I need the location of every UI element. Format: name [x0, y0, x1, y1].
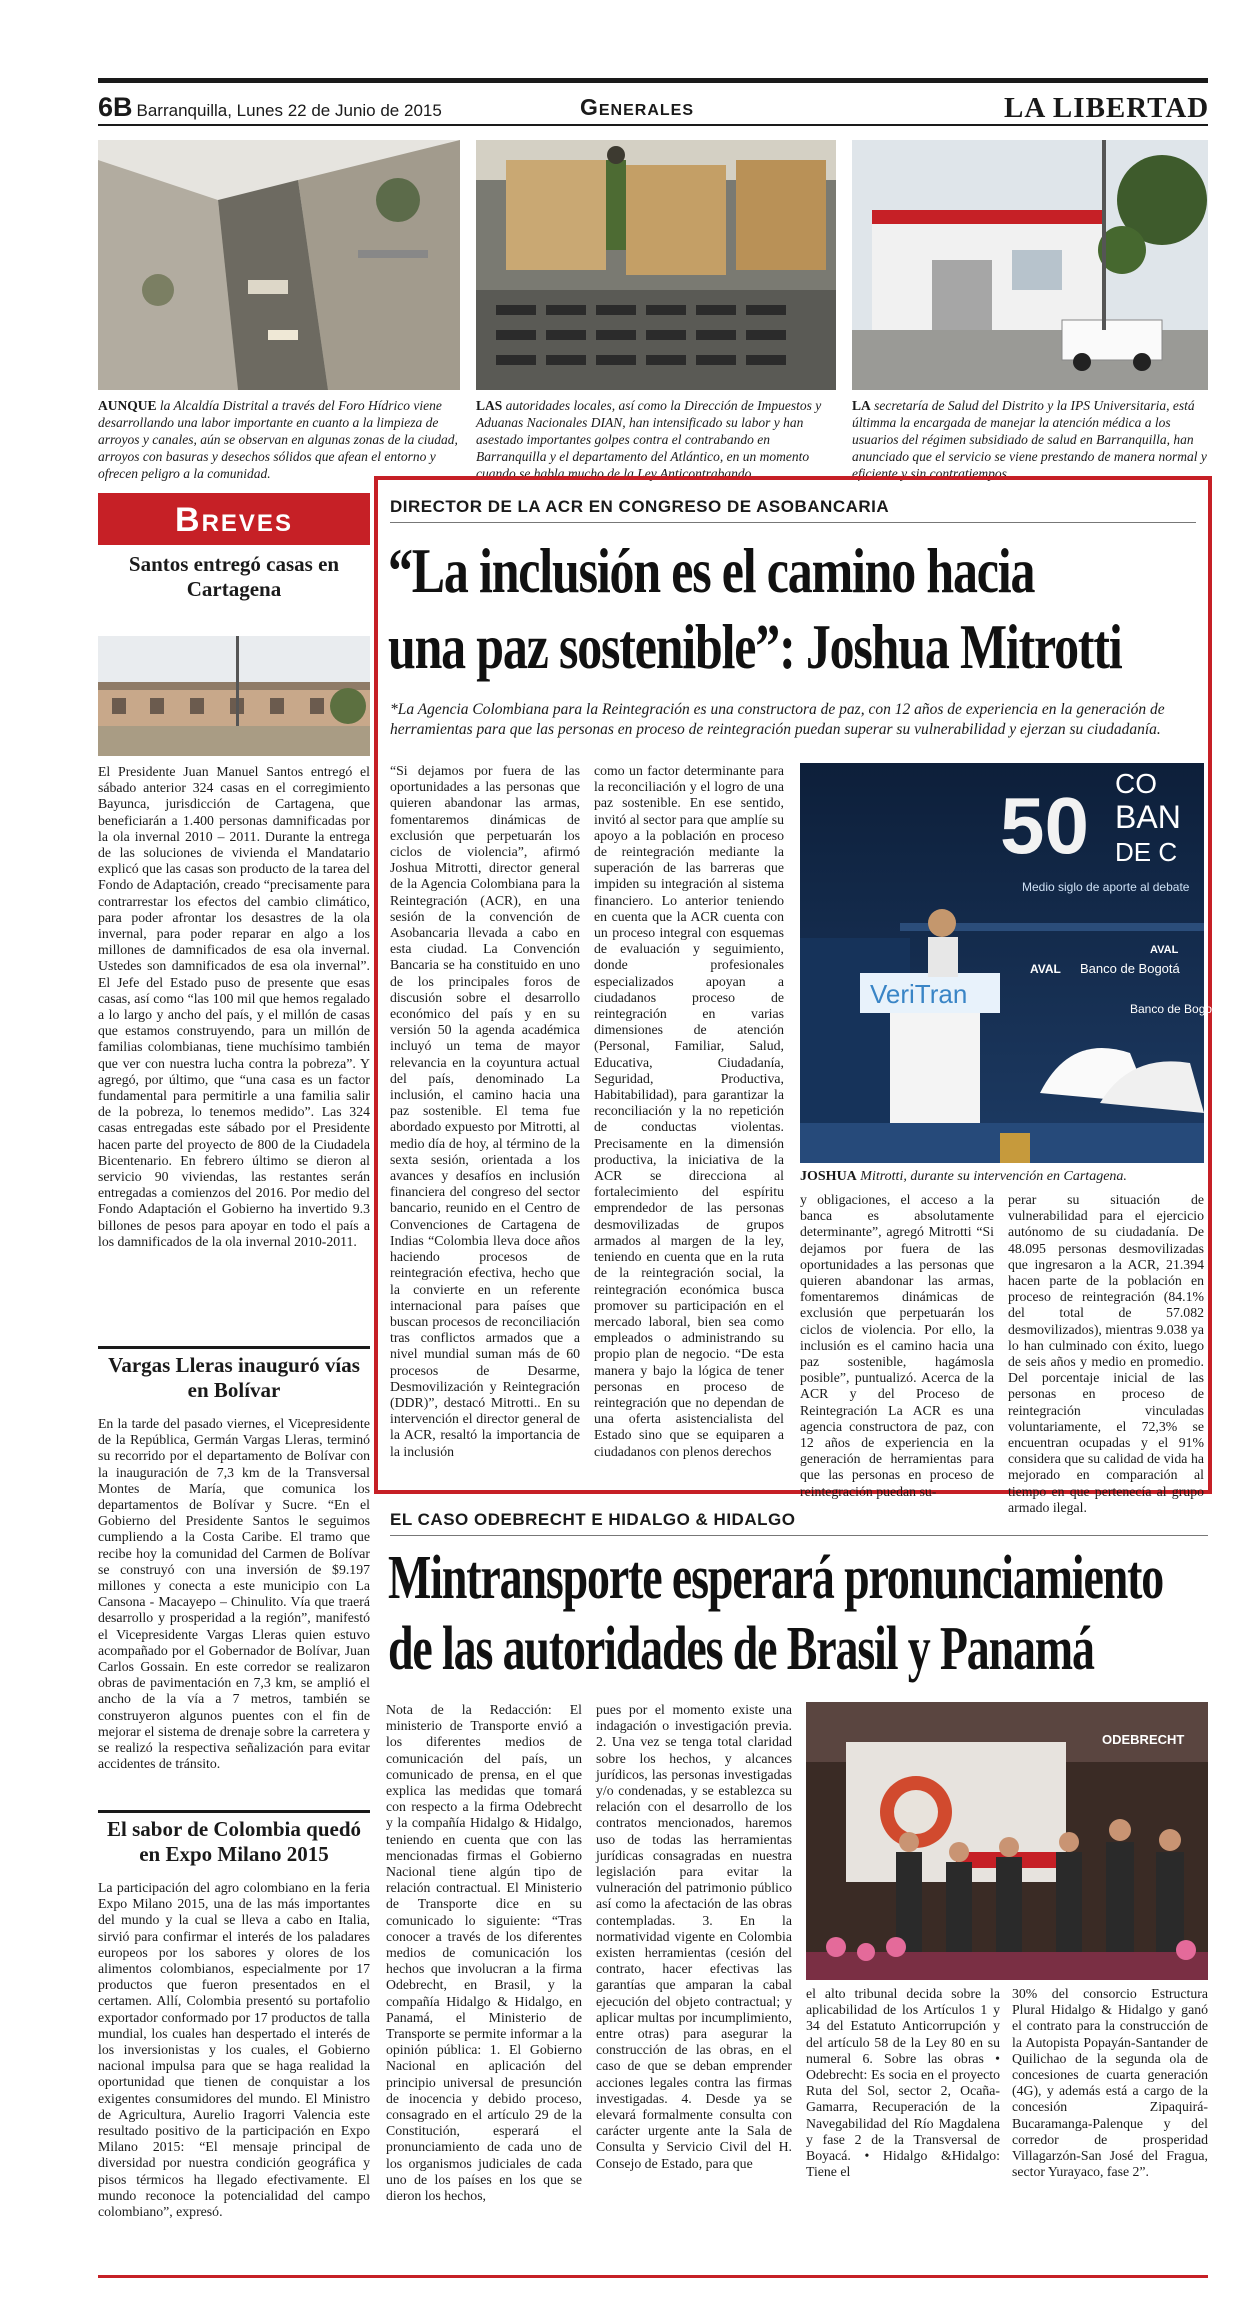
photo-mitrotti-speech: [800, 763, 1223, 1163]
caption-lead: AUNQUE: [98, 398, 157, 413]
second-col-4: 30% del consorcio Estructura Plural Hidalgo & Hidalgo y ganó el contrato para la construcción de la Autopista Popayán-Santander de Quilichao de la segunda ola de concesiones de cuarta generación (4G), y además está a cargo de la concesión Zipaquirá-Bucaramanga-Palenque y del corredor de prosperidad Villagarzón-San José del Fragua, sector Yurayaco, fase 2”.: [1012, 1986, 1208, 2180]
photo-health-clinic: [852, 140, 1208, 390]
brief-title-2: Vargas Lleras inauguró vías en Bolívar: [108, 1353, 360, 1402]
breves-banner: Breves: [98, 493, 370, 545]
brief-title-3: El sabor de Colombia quedó en Expo Milano 2015: [107, 1817, 361, 1866]
screen-number: 50: [1000, 781, 1089, 870]
feature-col-3: y obligaciones, el acceso a la banca es absolutamente determinante”, agregó Mitrotti “Si dejamos por fuera de las oportunidades a las personas que quieren abandonar las armas, fomentaremos dinámicas de exclusión que perpetuarán los ciclos de violencia. Por ello, la inclusión es el camino hacia una paz sostenible, hagámosla posible”, puntualizó. Acerca de la ACR y del Proceso de Reintegración La ACR es una agencia constructora de paz, con 12 años de experiencia en la generación de herramientas para que las personas en proceso de reintegración puedan su-: [800, 1192, 994, 1499]
sponsor-aval-1: AVAL: [1030, 962, 1061, 976]
brief-body-2: En la tarde del pasado viernes, el Vicepresidente de la República, Germán Vargas Lleras, terminó su recorrido por el departamento de Bolívar con la inauguración de 7,3 km de la Transversal Montes de María, que comunica los departamentos de Bolívar y Sucre. “En el Gobierno del Presidente Santos le seguimos cumpliendo a la Costa Caribe. El tramo que recibe hoy la comunidad del Carmen de Bolívar se construyó con una inversión de $9.197 millones y conecta a este municipio con La Cansona - Macayepo – Chinulito. Vía que traerá desarrollo y prosperidad a la región”, manifestó el Vicepresidente Vargas Lleras quien estuvo acompañado por el Gobernador de Bolívar, Juan Carlos Gossain. En este corredor se realizaron obras de pavimentación en 7,3 km, se amplió el ancho de la vía a 7 metros, también se construyeron algunos puentes con el fin de mejorar el sistema de drenaje sobre la carretera y se realizó la respectiva señalización para evitar accidentes de tránsito.: [98, 1416, 370, 1772]
photo-caption-1: [98, 397, 460, 482]
feature-headline-line-2: una paz sostenible”: Joshua Mitrotti: [388, 611, 1122, 682]
sponsor-bogota-2: Banco de Bogotá: [1130, 1002, 1223, 1016]
photo-canal-garbage: [98, 140, 460, 390]
feature-kicker-rule: [390, 522, 1196, 523]
feature-photo-caption: [800, 1168, 1204, 1185]
caption-text: autoridades locales, así como la Dirección de Impuestos y Aduanas Nacionales DIAN, han intensificado su labor y han asestado importantes golpes contra el contrabando en Barranquilla y el departamento del Atlántico, en un momento cuando se habla mucho de la Ley Anticontrabando.: [476, 398, 822, 481]
feature-col-1: “Si dejamos por fuera de las oportunidades a las personas que quieren abandonar las armas, fomentaremos dinámicas de exclusión que perpetuarán los ciclos de violencia”, afirmó Joshua Mitrotti, director general de la Agencia Colombiana para la Reintegración (ACR), en una sesión de la convención de Asobancaria llevada a cabo en esta ciudad. La Convención Bancaria se ha constituido en uno de los principales foros de discusión sobre el desarrollo económico del país y en su versión 50 la agenda académica incluyó un tema de mayor relevancia en la coyuntura actual del país, denominado La inclusión, el camino hacia una paz sostenible. El tema fue abordado expuesto por Mitrotti, al medio día de hoy, al término de la sexta sesión, orientada a los avances y desafíos en inclusión financiera del congreso del sector bancario, reunido en el Centro de Convenciones de Cartagena de Indias “Colombia lleva doce años haciendo procesos de reintegración efectiva, hecho que la convierte en un referente internacional para países que buscan procesos de reconciliación tras conflictos armados que a nivel mundial suman más de 60 procesos de Desarme, Desmovilización y Reintegración (DDR)”, destacó Mitrotti.. En su intervención el director general de la ACR, resaltó la importancia de la inclusión: [390, 763, 580, 1459]
brief-body-3: La participación del agro colombiano en la feria Expo Milano 2015, una de las más importantes del mundo y la cual se lleva a cabo en Italia, sirvió para confirmar el interés de los paladares europeos por los sabores y olores de los alimentos colombianos, especialmente por 17 productos que fueron presentados en el certamen. Allí, Colombia presentó su portafolio exportador conformado por 17 productos de talla mundial, los cuales han despertado el interés de los inversionistas y los cuales, el Gobierno nacional impulsa para que se haga realidad la oportunidad que tienen de conquistar a los exigentes consumidores del mundo. El Ministro de Agricultura, Aurelio Iragorri Valencia este resultado positivo de la participación en Expo Milano 2015: “El mensaje principal de diversidad por nuestra condición geográfica y pisos térmicos ha llegado efectivamente. El mundo reconoce la potencialidad del campo colombiano”, expresó.: [98, 1880, 370, 2220]
screen-text-de: DE C: [1115, 837, 1178, 867]
feature-col-2: como un factor determinante para la reconciliación y el logro de una paz sostenible. En ese sentido, invitó al sector para que amplíe su apoyo a la población en proceso de reintegración mediante la superación de las barreras que impiden su integración al sistema financiero. Lo anterior teniendo en cuenta que la ACR cuenta con un proceso integral con esquemas de evaluación y seguimiento, donde profesionales especializados apoyan a ciudadanos proceso de reintegración en varias dimensiones de atención (Personal, Familiar, Salud, Educativa, Ciudadanía, Seguridad, Productiva, Habitabilidad), para garantizar la reconciliación y la no repetición de conductas violentas. Precisamente en la dimensión productiva, la iniciativa de la ACR se direcciona al fortalecimiento del espíritu emprendedor de las personas desmovilizadas de grupos armados al margen de la ley, teniendo en cuenta que en la ruta de la reintegración social, la reintegración económica busca promover su participación en el mercado laboral, bien sea como empleados o administrando su propio plan de negocio. “De esta manera y bajo la lógica de tener personas en proceso de reintegración que no dependan de una oferta asistencialista del Estado sino que se equiparen a ciudadanos con plenos derechos: [594, 763, 784, 1459]
header-bottom-rule: [98, 124, 1208, 126]
photo-odebrecht-event: [806, 1702, 1208, 1980]
second-kicker: EL CASO ODEBRECHT E HIDALGO & HIDALGO: [390, 1510, 796, 1529]
second-col-3: el alto tribunal decida sobre la aplicabilidad de los Artículos 1 y 34 del Estatuto Anticorrupción y del artículo 58 de la Ley 80 en su numeral 6. Sobre las obras • Odebrecht: Es socia en el proyecto Ruta del Sol, sector 2, Ocaña-Gamarra, Recuperación de la Navegabilidad del Río Magdalena y fase 2 de la Transversal de Boyacá. • Hidalgo &Hidalgo: Tiene el: [806, 1986, 1000, 2180]
second-col-2: pues por el momento existe una indagación o investigación previa. 2. Una vez se tenga total claridad sobre los hechos, y alcances jurídicos, las personas investigadas y/o condenadas, y se establezca su relación con el desarrollo de los contratos mencionados, haremos uso de todas las herramientas jurídicas consagradas en nuestra legislación para evitar la vulneración del patrimonio público así como la afectación de las obras contempladas. 3. En la normatividad vigente en Colombia existen herramientas (cesión del contrato, hacer efectivas las garantías que amparan la cabal ejecución del objeto contractual; y aplicar multas por incumplimiento, entre otras) para asegurar la construcción de las obras, en el caso de que se deban emprender acciones legales contra las firmas investigadas. 4. Desde ya se elevará formalmente consulta con carácter urgente ante la Sala de Consulta y Servicio Civil del H. Consejo de Estado, para que: [596, 1702, 792, 2171]
second-headline-line-2: de las autoridades de Brasil y Panamá: [388, 1615, 1094, 1683]
page-dateline: [98, 92, 442, 123]
second-kicker-rule: [390, 1535, 1208, 1536]
dateline-text: Barranquilla, Lunes 22 de Junio de 2015: [136, 101, 442, 120]
caption-lead: LA: [852, 398, 871, 413]
brief-divider-1: [98, 1346, 370, 1349]
feature-col-4: perar su situación de vulnerabilidad para el ejercicio autónomo de su ciudadanía. De 48.095 personas desmovilizadas que ingresaron a la ACR, 21.394 hacen parte de la población en proceso de reintegración (84.1% del total de 57.082 desmovilizados), mientras 9.038 ya lo han culminado con éxito, luego de seis años y medio en promedio. Del porcentaje inicial de las personas en proceso de reintegración vinculadas voluntariamente, el 72,3% se encuentran ocupadas y el 91% considera que su calidad de vida ha mejorado en comparación al tiempo en que pertenecía al grupo armado ilegal.: [1008, 1192, 1204, 1515]
newspaper-name: LA LIBERTAD: [1004, 92, 1210, 124]
feature-headline-line-1: “La inclusión es el camino hacia: [388, 535, 1035, 606]
page-bottom-rule: [98, 2275, 1208, 2278]
section-name: Generales: [580, 94, 695, 120]
photo-caption-2: [476, 397, 836, 482]
photo-houses: [98, 636, 370, 756]
odebrecht-banner-text: ODEBRECHT: [1102, 1732, 1185, 1747]
feature-dek: *La Agencia Colombiana para la Reintegración es una constructora de paz, con 12 años de experiencia en la generación de herramientas para que las personas en proceso de reintegración puedan superar su vulnerabilidad y ejerzan su ciudadanía.: [390, 701, 1165, 738]
sponsor-aval-2: AVAL: [1150, 944, 1179, 956]
second-col-1: Nota de la Redacción: El ministerio de Transporte envió a los diferentes medios de comunicación del país, un comunicado de prensa, en el que explica las medidas que tomará con respecto a la firma Odebrecht y la compañía Hidalgo & Hidalgo, teniendo en cuenta que con las mencionadas firmas el Gobierno Nacional tiene algún tipo de relación contractual. El Ministerio de Transporte dice en su comunicado lo siguiente: “Tras conocer a través de los diferentes medios de comunicación los hechos que involucran a la firma Odebrecht, en Brasil, y la compañía Hidalgo & Hidalgo, en Panamá, el Ministerio de Transporte se permite informar a la opinión pública: 1. El Gobierno Nacional en aplicación del principio universal de presunción de inocencia y debido proceso, consagrado en el artículo 29 de la Constitución, esperará el pronunciamiento de cada uno de los organismos judiciales de cada uno de los países en los que se dieron los hechos,: [386, 1702, 582, 2204]
photo-contraband-seizure: [476, 140, 836, 390]
sponsor-bogota-1: Banco de Bogotá: [1080, 961, 1180, 976]
screen-tagline: Medio siglo de aporte al debate: [1022, 880, 1190, 894]
podium-brand: VeriTran: [870, 979, 968, 1009]
caption-lead: JOSHUA: [800, 1169, 857, 1184]
brief-body-1: El Presidente Juan Manuel Santos entregó el sábado anterior 324 casas en el corregimiento Bayunca, jurisdicción de Cartagena, que beneficiarán a 1.400 personas damnificadas por la ola invernal 2010 – 2011. Durante la entrega de las soluciones de vivienda el Mandatario explicó que las casas son producto de la tarea del Fondo de Adaptación, creado “precisamente para contrarrestar los efectos del cambio climático, para poder afrontar los desastres de la ola invernal, para poder reparar en algo a los millones de damnificados de esa ola invernal. Ustedes son damnificados de esa ola invernal”. El Jefe del Estado puso de presente que esas casas, así como “las 100 mil que hemos regalado a lo largo y ancho del país, y el millón de casas que estamos construyendo, para un millón de familias colombianas, tiene muchísimo también que ver con nuestra lucha contra la pobreza”. Y agregó, por último, que “una casa es un factor fundamental para permitirle a una familia salir de la pobreza, lo tenemos medido”. Las 324 casas entregadas este sábado por el Presidente hacen parte del proyecto de 800 de la Ciudadela Bicentenario. En febrero último se dieron al servicio 90 viviendas, las restantes serán entregadas a comienzos del 2016. Por medio del Fondo Adaptación el Gobierno ha invertido 9.3 billones de pesos para apoyar en todo el país a los damnificados de la ola invernal 2010-2011.: [98, 764, 370, 1249]
photo-caption-3: [852, 397, 1208, 482]
header-top-rule: [98, 78, 1208, 83]
caption-text: secretaría de Salud del Distrito y la IPS Universitaria, está últimma la encargada de manejar la atención médica a los usuarios del régimen subsidiado de salud en Barranquilla, han anunciado que el servicio se viene prestando de manera normal y eficiente y sin contratiempos.: [852, 398, 1207, 481]
page-number: 6B: [98, 92, 133, 122]
brief-divider-2: [98, 1810, 370, 1813]
screen-text-co: CO: [1115, 768, 1157, 799]
screen-text-ban: BAN: [1115, 799, 1181, 835]
brief-title-1: Santos entregó casas en Cartagena: [128, 552, 340, 601]
caption-lead: LAS: [476, 398, 503, 413]
caption-text: la Alcaldía Distrital a través del Foro Hídrico viene desarrollando una labor importante en cuanto a la limpieza de arroyos y canales, aún se observan en algunas zonas de la ciudad, arroyos con basuras y desechos sólidos que afean el entorno y ofrecen peligro a la comunidad.: [98, 398, 458, 481]
feature-kicker: DIRECTOR DE LA ACR EN CONGRESO DE ASOBANCARIA: [390, 497, 890, 516]
caption-text: Mitrotti, durante su intervención en Cartagena.: [860, 1169, 1127, 1184]
second-headline-line-1: Mintransporte esperará pronunciamiento: [388, 1544, 1164, 1612]
